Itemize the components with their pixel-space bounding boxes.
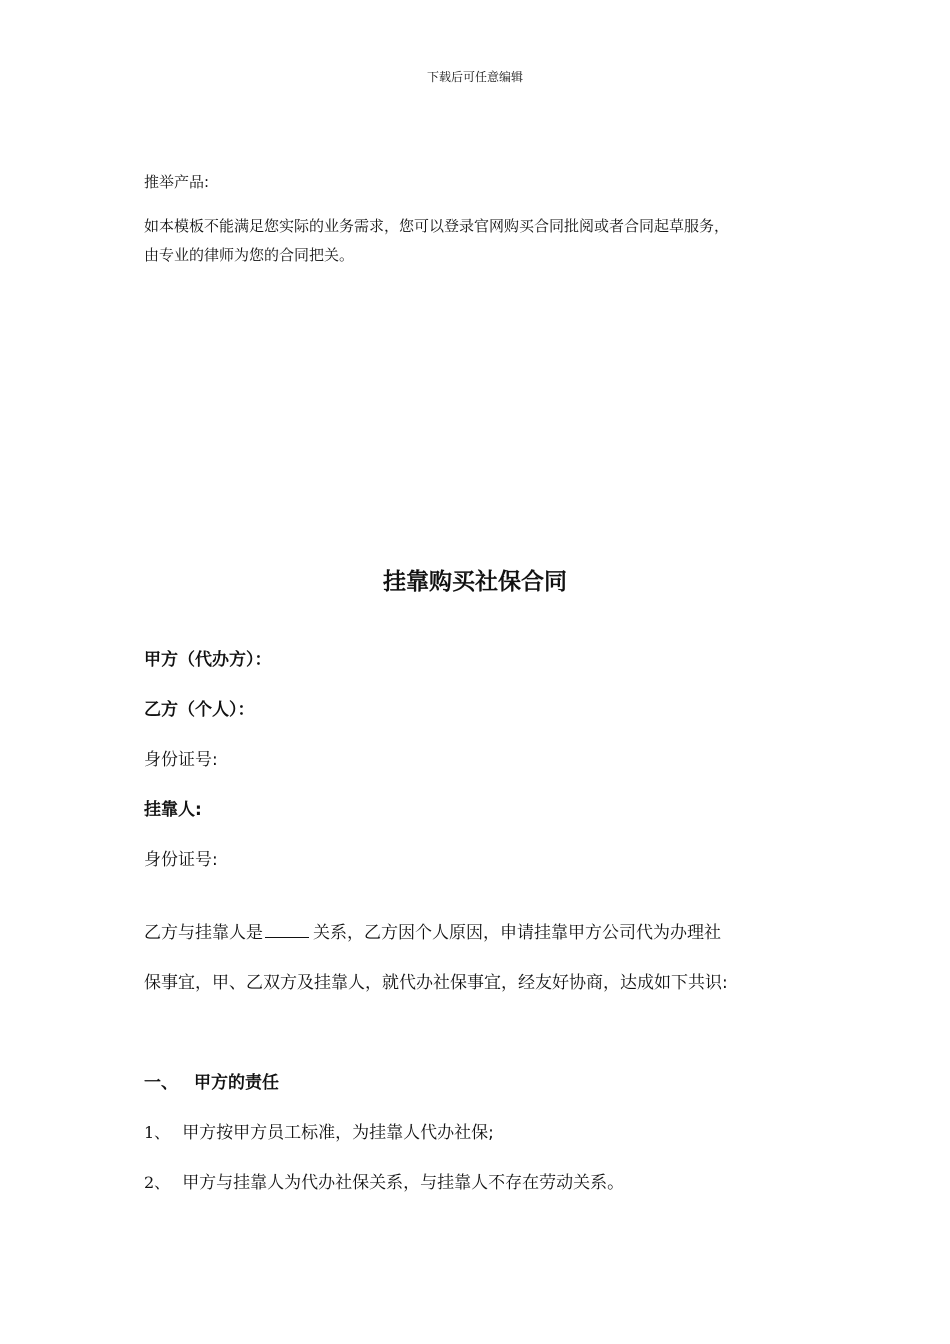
affiliate-id-field: 身份证号: [144,850,218,870]
promo-label: 推举产品: [144,173,210,191]
party-a-field: 甲方（代办方）： [144,650,272,670]
clause-2-number: 2、 [144,1173,171,1192]
affiliate-field: 挂靠人: [144,800,202,820]
party-b-field: 乙方（个人）： [144,700,255,720]
promo-text-line-2: 由专业的律师为您的合同把关。 [144,246,355,264]
intro-paragraph-line-1 [144,918,721,943]
section-1-title: 甲方的责任 [194,1073,279,1093]
clause-2 [144,1168,624,1193]
clause-1-text: 甲方按甲方员工标准，为挂靠人代办社保; [182,1123,494,1143]
promo-text-line-1: 如本模板不能满足您实际的业务需求，您可以登录官网购买合同批阅或者合同起草服务， [144,217,730,235]
contract-title: 挂靠购买社保合同 [383,569,567,595]
clause-1-number: 1、 [144,1123,171,1142]
intro-text-end: 关系，乙方因个人原因，申请挂靠甲方公司代为办理社 [313,923,721,943]
clause-2-text: 甲方与挂靠人为代办社保关系，与挂靠人不存在劳动关系。 [182,1173,625,1193]
section-1-heading [144,1068,279,1093]
intro-text-start: 乙方与挂靠人是 [144,923,263,943]
intro-paragraph-line-2: 保事宜，甲、乙双方及挂靠人，就代办社保事宜，经友好协商，达成如下共识: [144,973,728,993]
relationship-blank [265,920,309,938]
header-note: 下载后可任意编辑 [426,70,523,84]
section-1-number: 一、 [144,1073,178,1093]
clause-1 [144,1118,494,1143]
party-b-id-field: 身份证号: [144,750,218,770]
